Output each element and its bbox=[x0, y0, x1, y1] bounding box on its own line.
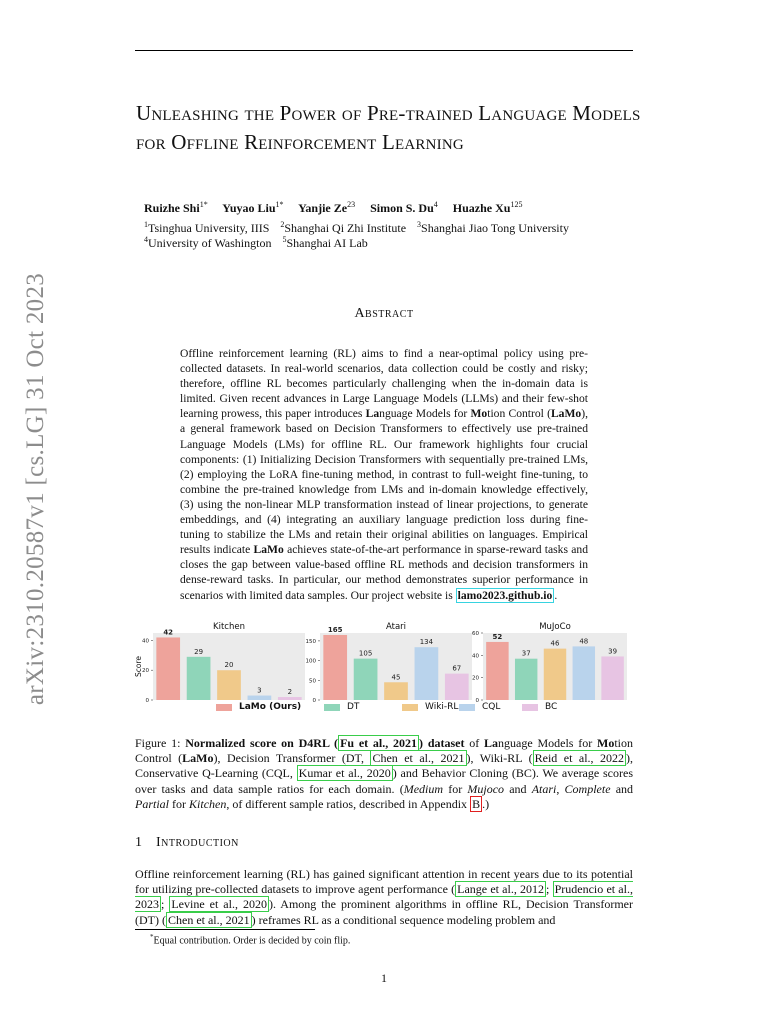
author-list bbox=[144, 200, 534, 216]
bar-value-label: 46 bbox=[550, 639, 560, 648]
legend-swatch bbox=[402, 704, 418, 711]
bar bbox=[515, 659, 537, 700]
citation-link[interactable]: Kumar et al., 2020 bbox=[298, 766, 391, 781]
panel-title: Kitchen bbox=[213, 622, 245, 632]
bar-value-label: 48 bbox=[579, 637, 589, 646]
legend-swatch bbox=[216, 704, 232, 711]
legend-swatch bbox=[522, 704, 538, 711]
bar bbox=[544, 649, 566, 700]
affiliations-line-1 bbox=[144, 220, 577, 236]
bar-value-label: 105 bbox=[358, 649, 373, 658]
bar bbox=[354, 659, 378, 700]
author: Ruizhe Shi$^{1*}$ bbox=[144, 200, 208, 215]
author: Huazhe Xu$^{125}$ bbox=[452, 200, 523, 215]
bar-value-label: 29 bbox=[194, 647, 204, 656]
bar-value-label: 67 bbox=[452, 664, 462, 673]
y-tick-label: 40 bbox=[142, 638, 149, 645]
citation-link[interactable]: Chen et al., 2021 bbox=[372, 751, 465, 766]
affiliation: $^4$University of Washington bbox=[144, 235, 272, 250]
y-tick-label: 20 bbox=[472, 675, 479, 682]
legend-label: LaMo (Ours) bbox=[239, 702, 302, 712]
y-tick-label: 40 bbox=[472, 653, 479, 660]
introduction-text: Offline reinforcement learning (RL) has gained significant attention in recent years due to its potential for utilizing pre-collected datasets to improve agent performance ( Lange et al., 2012 ; Prudencio et al., 2023 ; Levine et al., 2020 ). Among the prominent algorithms in offline RL, Decision Transformer (DT) ( Chen et al., 2021 ) reframes RL as a conditional sequence modeling problem and bbox=[135, 867, 633, 927]
legend-item bbox=[522, 702, 557, 712]
citation-link[interactable]: Fu et al., 2021 bbox=[340, 736, 418, 750]
figure-caption: Figure 1: Normalized score on D4RL ( Fu et al., 2021 ) dataset of Language Models for Motion Control (LaMo), Decision Transformer (DT, Chen et al., 2021 ), Wiki-RL ( Reid et al., 2022 ), Conservative Q-Learning (CQL, Kumar et al., 2020 ) and Behavior Cloning (BC). We average scores over tasks and data sample ratios for each domain. (Medium for Mujoco and Atari, Complete and Partial for Kitchen, of different sample ratios, described in Appendix B .) bbox=[135, 736, 634, 811]
affiliations-line-2 bbox=[144, 235, 376, 251]
bar-value-label: 20 bbox=[224, 661, 234, 670]
bar-value-label: 52 bbox=[492, 632, 503, 641]
bar-value-label: 39 bbox=[608, 647, 618, 656]
y-tick-label: 60 bbox=[472, 631, 479, 637]
bar-value-label: 134 bbox=[419, 638, 434, 647]
y-tick-label: 50 bbox=[309, 678, 316, 685]
section-title: Introduction bbox=[156, 835, 239, 850]
legend-item bbox=[216, 702, 301, 712]
bar-value-label: 42 bbox=[163, 628, 174, 637]
legend-label: CQL bbox=[482, 702, 501, 712]
arxiv-stamp-text: arXiv:2310.20587v1 [cs.LG] 31 Oct 2023 bbox=[22, 272, 49, 706]
panel-title: Atari bbox=[385, 622, 407, 632]
paper-title: Unleashing the Power of Pre-trained Language Models for Offline Reinforcement Learning bbox=[136, 101, 641, 154]
y-tick-label: 150 bbox=[305, 638, 316, 645]
citation-link[interactable]: Chen et al., 2021 bbox=[167, 912, 250, 927]
affiliation: $^1$Tsinghua University, IIIS bbox=[144, 220, 270, 235]
author: Yanjie Ze$^{23}$ bbox=[298, 200, 356, 215]
y-axis-label: Score bbox=[134, 655, 143, 678]
author: Simon S. Du$^4$ bbox=[370, 200, 438, 215]
legend-item bbox=[459, 702, 500, 712]
appendix-link[interactable]: B bbox=[472, 796, 481, 811]
bar bbox=[384, 682, 408, 700]
bar bbox=[156, 637, 180, 700]
project-website-link[interactable]: lamo2023.github.io bbox=[457, 588, 553, 602]
legend-label: DT bbox=[347, 702, 360, 712]
panel-title: MuJoCo bbox=[539, 622, 571, 632]
bar bbox=[248, 696, 272, 700]
bar bbox=[323, 635, 347, 700]
citation-link[interactable]: Reid et al., 2022 bbox=[534, 751, 624, 766]
author: Yuyao Liu$^{1*}$ bbox=[222, 200, 284, 215]
legend-item bbox=[402, 702, 458, 712]
citation-link[interactable]: Levine et al., 2020 bbox=[171, 897, 267, 912]
bar-value-label: 165 bbox=[327, 625, 343, 634]
affiliation: $^3$Shanghai Jiao Tong University bbox=[417, 220, 569, 235]
section-number: 1 bbox=[135, 835, 142, 850]
abstract-body: Offline reinforcement learning (RL) aims to find a near-optimal policy using pre-collected datasets. In real-world scenarios, data collection could be costly and risky; therefore, offline RL becomes particularly challenging when the in-domain data is limited. Given recent advances in Large Language Models (LLMs) and their few-shot learning prowess, this paper introduces Language Models for Motion Control (LaMo), a general framework based on Decision Transformers to effectively use pre-trained Language Models (LMs) for offline RL. Our framework highlights four crucial components: (1) Initializing Decision Transformers with sequentially pre-trained LMs, (2) employing the LoRA fine-tuning method, in contrast to full-weight fine-tuning, to combine the pre-trained knowledge from LMs and in-domain knowledge effectively, (3) using the non-linear MLP transformation instead of linear projections, to generate embeddings, and (4) integrating an auxiliary language prediction loss during fine-tuning to stabilize the LMs and retain their original abilities on languages. Empirical results indicate LaMo achieves state-of-the-art performance in sparse-reward tasks and closes the gap between value-based offline RL methods and decision transformers in dense-reward tasks. In particular, our method demonstrates superior performance in scenarios with limited data samples. Our project website is lamo2023.github.io . bbox=[180, 347, 588, 602]
chart-legend bbox=[134, 702, 634, 716]
citation-link[interactable]: Lange et al., 2012 bbox=[457, 882, 545, 897]
legend-swatch bbox=[324, 704, 340, 711]
bar-value-label: 2 bbox=[287, 688, 293, 697]
y-tick-label: 20 bbox=[142, 668, 149, 675]
affiliation: $^2$Shanghai Qi Zhi Institute bbox=[280, 220, 407, 235]
footnote: *Equal contribution. Order is decided by coin flip. bbox=[150, 933, 351, 947]
bar bbox=[573, 646, 595, 700]
y-tick-label: 100 bbox=[305, 658, 316, 665]
bar bbox=[278, 697, 302, 700]
legend-item bbox=[324, 702, 359, 712]
y-tick-label: 0 bbox=[475, 698, 479, 704]
bar bbox=[601, 656, 623, 700]
y-tick-label: 0 bbox=[145, 698, 149, 704]
footnote-rule bbox=[135, 929, 315, 930]
bar bbox=[486, 642, 508, 700]
header-rule bbox=[135, 50, 633, 51]
legend-swatch bbox=[459, 704, 475, 711]
bar bbox=[187, 657, 211, 700]
affiliation: $^5$Shanghai AI Lab bbox=[282, 235, 368, 250]
y-tick-label: 0 bbox=[312, 698, 316, 704]
bar-value-label: 3 bbox=[257, 686, 262, 695]
bar bbox=[445, 674, 469, 700]
legend-label: BC bbox=[545, 702, 558, 712]
abstract-heading: Abstract bbox=[354, 306, 414, 321]
bar bbox=[415, 647, 439, 700]
section-heading bbox=[135, 835, 239, 851]
bar bbox=[217, 670, 241, 700]
page-number: 1 bbox=[381, 971, 387, 985]
bar-value-label: 45 bbox=[391, 673, 401, 682]
citation-link[interactable]: Prudencio et al., 2023 bbox=[135, 882, 633, 912]
bar-value-label: 37 bbox=[521, 649, 531, 658]
legend-label: Wiki-RL bbox=[425, 702, 459, 712]
